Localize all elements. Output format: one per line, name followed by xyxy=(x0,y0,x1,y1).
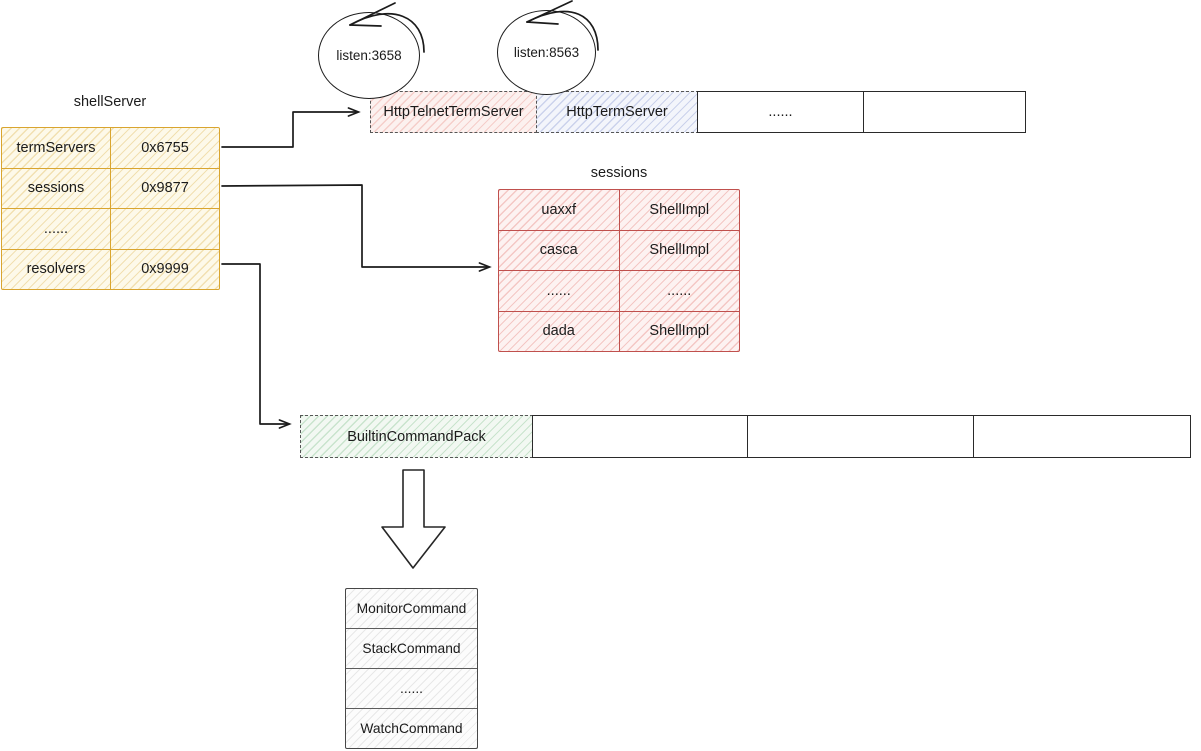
table-row xyxy=(346,668,477,708)
table-row xyxy=(499,190,739,230)
session-impl: ShellImpl xyxy=(619,312,740,352)
command-name: MonitorCommand xyxy=(356,601,467,616)
array-cell-http-term-server: HttpTermServer xyxy=(536,91,699,133)
command-name: StackCommand xyxy=(362,641,461,656)
listener-port-label: listen:3658 xyxy=(336,48,402,63)
commands-table xyxy=(345,588,478,749)
array-cell-empty xyxy=(532,415,749,458)
resolvers-array xyxy=(300,415,1191,458)
table-row xyxy=(499,270,739,311)
table-row xyxy=(2,128,219,168)
field-name: sessions xyxy=(27,180,85,197)
shellserver-table-title: shellServer xyxy=(73,94,147,110)
sessions-table xyxy=(498,189,740,352)
table-row xyxy=(346,708,477,748)
arrow-termservers-to-array xyxy=(222,112,358,147)
session-id: dada xyxy=(542,323,575,340)
field-value: 0x9877 xyxy=(110,169,219,209)
array-cell-builtin-command-pack: BuiltinCommandPack xyxy=(300,415,533,458)
listener-port-label: listen:8563 xyxy=(513,45,580,60)
field-name: termServers xyxy=(16,139,96,156)
array-cell-ellipsis: ...... xyxy=(697,91,864,133)
session-impl: ShellImpl xyxy=(619,190,740,230)
array-cell-empty xyxy=(973,415,1191,458)
array-cell-empty xyxy=(747,415,974,458)
field-value: 0x9999 xyxy=(110,250,219,290)
table-row xyxy=(499,311,739,352)
session-impl: ...... xyxy=(619,271,740,311)
command-name: ...... xyxy=(400,681,423,696)
field-name: resolvers xyxy=(26,261,86,278)
table-row xyxy=(499,230,739,271)
array-cell-http-telnet-term-server: HttpTelnetTermServer xyxy=(370,91,537,133)
field-name: ...... xyxy=(43,220,69,237)
session-id: ...... xyxy=(546,282,571,299)
command-name: WatchCommand xyxy=(360,721,463,736)
shellserver-table xyxy=(1,127,220,290)
session-impl: ShellImpl xyxy=(619,231,740,271)
sessions-table-title: sessions xyxy=(590,165,648,181)
session-id: uaxxf xyxy=(541,201,577,218)
arrow-resolvers-to-array xyxy=(222,264,289,424)
table-row xyxy=(2,168,219,209)
table-row xyxy=(346,589,477,628)
field-value: 0x6755 xyxy=(110,128,219,168)
table-row xyxy=(346,628,477,668)
array-cell-empty xyxy=(863,91,1026,133)
big-down-arrow xyxy=(382,470,445,568)
term-servers-array xyxy=(370,91,1026,133)
table-row xyxy=(2,208,219,249)
table-row xyxy=(2,249,219,290)
listener-circle-right xyxy=(497,10,596,95)
listener-circle-left xyxy=(318,12,420,99)
session-id: casca xyxy=(539,242,578,259)
field-value xyxy=(110,209,219,249)
arrow-sessions-to-table xyxy=(222,185,489,267)
